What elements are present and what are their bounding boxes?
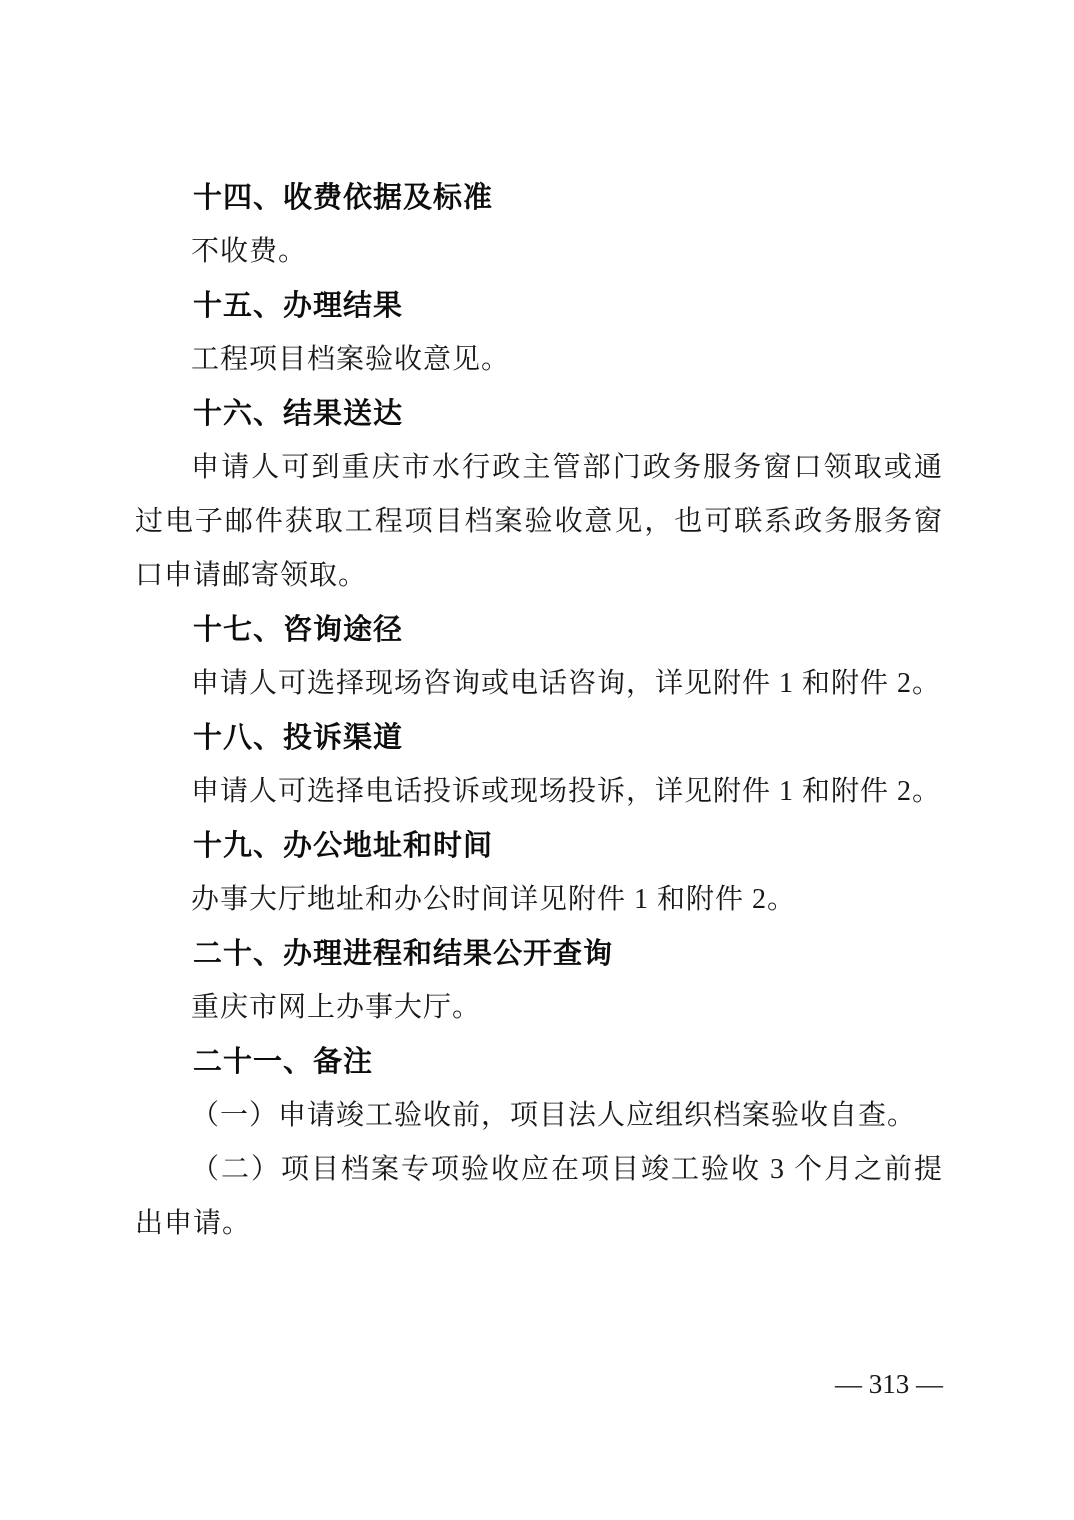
section-paragraph: 申请人可选择电话投诉或现场投诉，详见附件 1 和附件 2。: [191, 776, 942, 807]
section-paragraph: 重庆市网上办事大厅。: [191, 992, 482, 1023]
section-paragraph: 办事大厅地址和办公时间详见附件 1 和附件 2。: [191, 884, 797, 915]
page-number: — 313 —: [835, 1369, 943, 1399]
section-heading: 十六、结果送达: [193, 398, 404, 430]
section-heading: 十七、咨询途径: [193, 614, 404, 646]
section-heading: 十五、办理结果: [193, 290, 404, 322]
section-heading: 十八、投诉渠道: [193, 722, 404, 754]
section-heading: 十九、办公地址和时间: [193, 830, 494, 862]
section-paragraph: 申请人可选择现场咨询或电话咨询，详见附件 1 和附件 2。: [191, 668, 942, 699]
section-paragraph: 工程项目档案验收意见。: [191, 344, 511, 375]
page-footer: [835, 1368, 943, 1400]
section-paragraph: 不收费。: [191, 236, 308, 267]
section-paragraph: （二）项目档案专项验收应在项目竣工验收 3 个月之前提出申请。: [135, 1154, 943, 1239]
section-heading: 二十、办理进程和结果公开查询: [193, 938, 614, 970]
document-body: [135, 171, 943, 1251]
section-paragraph: （一）申请竣工验收前，项目法人应组织档案验收自查。: [191, 1100, 917, 1131]
section-heading: 十四、收费依据及标准: [193, 182, 494, 214]
section-paragraph: 申请人可到重庆市水行政主管部门政务服务窗口领取或通过电子邮件获取工程项目档案验收意见，也可联系政务服务窗口申请邮寄领取。: [135, 452, 943, 591]
section-heading: 二十一、备注: [193, 1046, 374, 1078]
